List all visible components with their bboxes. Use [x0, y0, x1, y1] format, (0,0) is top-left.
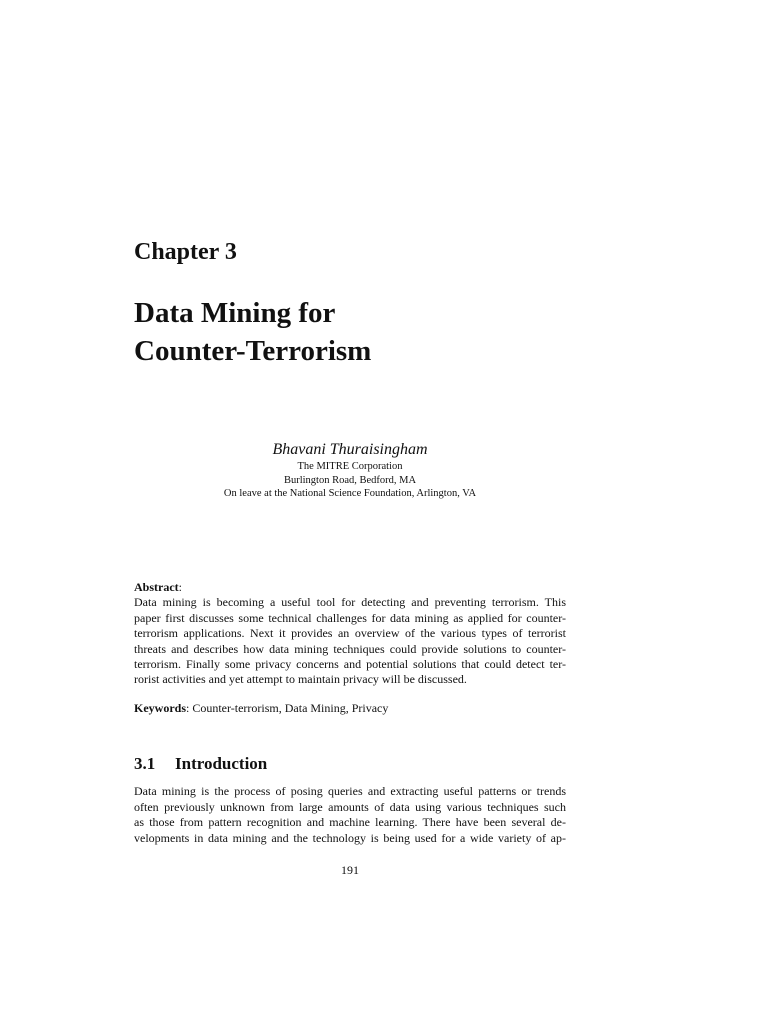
- keywords-label: Keywords: [134, 701, 186, 715]
- paragraph-line: as those from pattern recognition and machine learning. There have been several de-: [134, 815, 566, 829]
- abstract: [134, 580, 566, 688]
- abstract-line: rorist activities and yet attempt to maintain privacy will be discussed.: [134, 672, 467, 687]
- abstract-line: Data mining is becoming a useful tool for detecting and preventing terrorism. This: [134, 595, 566, 610]
- chapter-title: [134, 294, 594, 370]
- abstract-colon: :: [178, 580, 182, 594]
- abstract-line: terrorism applications. Next it provides an overview of the various types of terrorist: [134, 626, 566, 641]
- abstract-line: paper first discusses some technical challenges for data mining as applied for counter-: [134, 610, 566, 625]
- keywords: [134, 701, 566, 716]
- chapter-title-line: Data Mining for: [134, 297, 336, 329]
- abstract-line: threats and describes how data mining techniques could provide solutions to counter-: [134, 641, 566, 656]
- section-title: Introduction: [175, 754, 268, 773]
- keywords-text: : Counter-terrorism, Data Mining, Privacy: [186, 701, 389, 715]
- paragraph-line: often previously unknown from large amounts of data using various techniques such: [134, 799, 566, 814]
- section-heading: [134, 753, 267, 775]
- page-number: 191: [341, 863, 359, 877]
- abstract-line: terrorism. Finally some privacy concerns and potential solutions that could detect ter-: [134, 657, 566, 672]
- author-leave-note: On leave at the National Science Foundation, Arlington, VA: [223, 488, 477, 499]
- chapter-label: Chapter 3: [134, 239, 237, 265]
- chapter-title-line: Counter-Terrorism: [134, 335, 372, 367]
- introduction-paragraph: [134, 784, 566, 846]
- author-affiliation: The MITRE Corporation: [297, 461, 403, 472]
- paragraph-line: Data mining is the process of posing queries and extracting useful patterns or trends: [134, 784, 566, 798]
- abstract-heading: [134, 580, 566, 595]
- author-block: [134, 440, 566, 501]
- paragraph-line: velopments in data mining and the technology is being used for a wide variety of ap-: [134, 830, 566, 845]
- section-number: 3.1: [134, 754, 156, 773]
- author-name: Bhavani Thuraisingham: [272, 441, 428, 458]
- abstract-label: Abstract: [134, 580, 179, 594]
- author-address: Burlington Road, Bedford, MA: [283, 474, 417, 486]
